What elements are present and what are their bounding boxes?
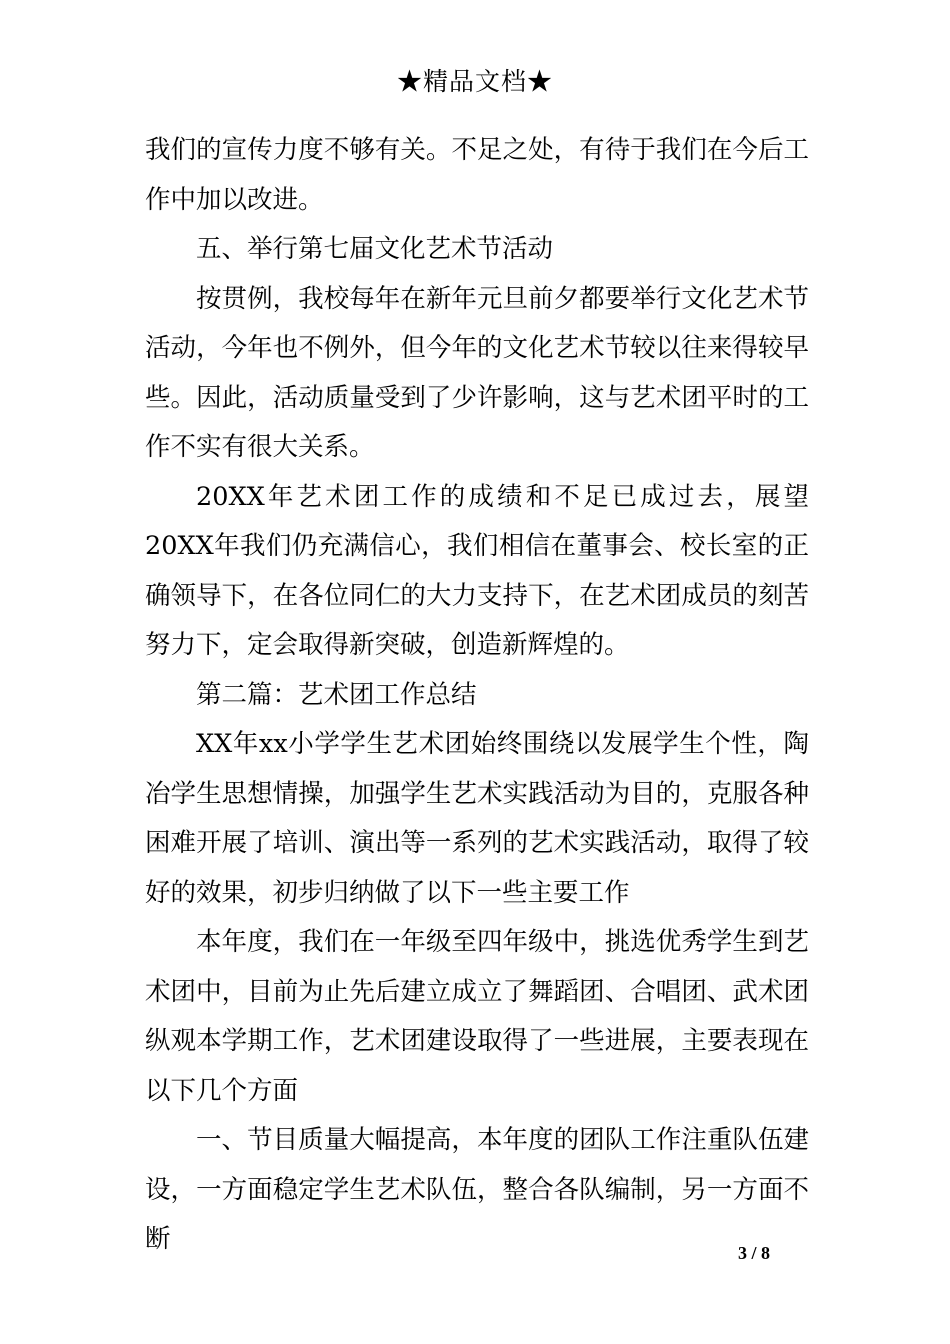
- document-body: [145, 126, 809, 1265]
- paragraph-outlook: 20XX年艺术团工作的成绩和不足已成过去，展望20XX年我们仍充满信心，我们相信在董事会、校长室的正确领导下，在各位同仁的大力支持下，在艺术团成员的刻苦努力下，定会取得新突破，创造新辉煌的。: [145, 481, 809, 660]
- paragraph-summary-intro: XX年xx小学学生艺术团始终围绕以发展学生个性，陶冶学生思想情操，加强学生艺术实践活动为目的，克服各种困难开展了培训、演出等一系列的艺术实践活动，取得了较好的效果，初步归纳做了以下一些主要工作: [145, 729, 809, 908]
- page-header-title: ★精品文档★: [396, 67, 553, 96]
- paragraph-troupe-setup: 本年度，我们在一年级至四年级中，挑选优秀学生到艺术团中，目前为止先后建立成立了舞蹈团、合唱团、武术团纵观本学期工作，艺术团建设取得了一些进展，主要表现在以下几个方面: [145, 927, 809, 1106]
- section-heading-5: 五、举行第七届文化艺术节活动: [196, 234, 554, 264]
- paragraph-arts-festival: 按贯例，我校每年在新年元旦前夕都要举行文化艺术节活动，今年也不例外，但今年的文化艺术节较以往来得较早些。因此，活动质量受到了少许影响，这与艺术团平时的工作不实有很大关系。: [145, 283, 809, 462]
- paragraph-continuation: 我们的宣传力度不够有关。不足之处，有待于我们在今后工作中加以改进。: [145, 135, 809, 215]
- paragraph-program-quality: 一、节目质量大幅提高，本年度的团队工作注重队伍建设，一方面稳定学生艺术队伍，整合各队编制，另一方面不断: [145, 1125, 809, 1254]
- page-number: 3 / 8: [738, 1243, 771, 1263]
- chapter-heading-2: 第二篇：艺术团工作总结: [196, 679, 477, 710]
